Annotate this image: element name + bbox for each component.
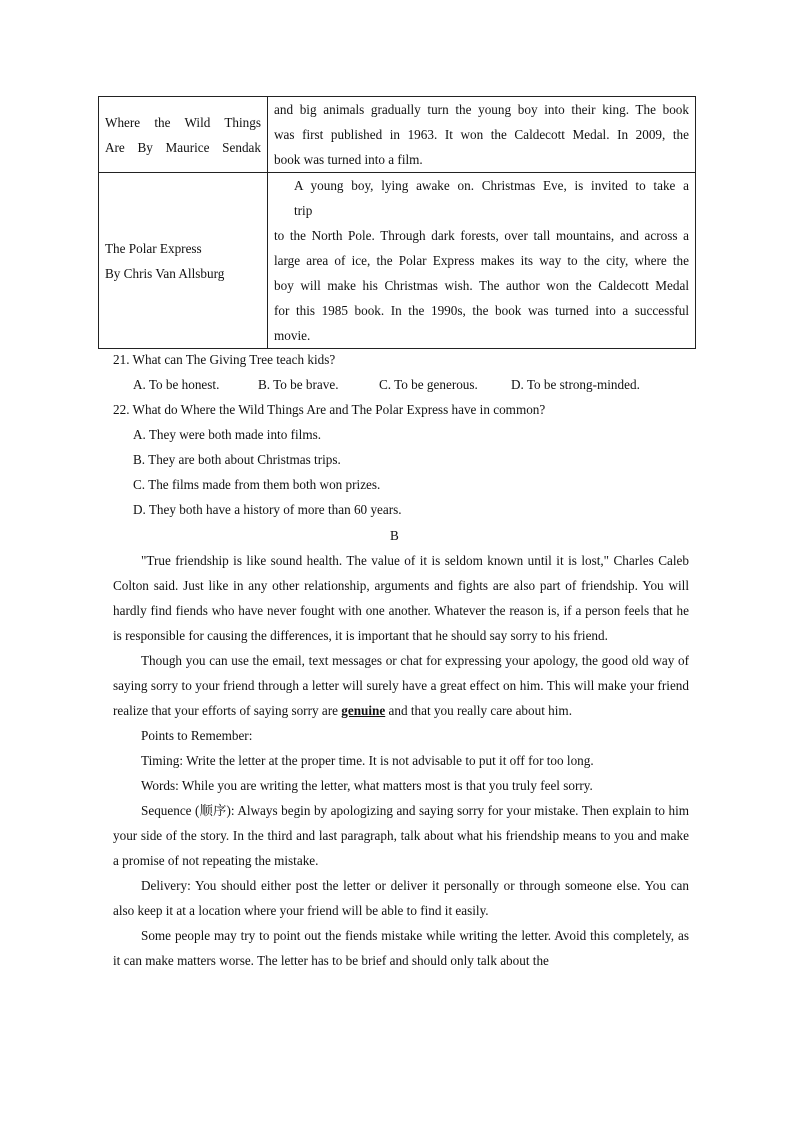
answer-option: D. To be strong-minded.: [511, 377, 640, 392]
book-description-cell: [268, 97, 696, 173]
paragraph-text: Though you can use the email, text messages or chat for expressing your apology, the good old way of saying sorry to your friend through a letter will surely have a great effect on him. This will make your friend realize that your efforts of saying sorry are: [113, 653, 689, 718]
description-line: book was turned into a film.: [274, 152, 423, 167]
description-line: for this 1985 book. In the 1990s, the book was turned into a successful: [274, 303, 689, 318]
reading-passage: [113, 548, 689, 973]
answer-option: D. They both have a history of more than 60 years.: [133, 502, 402, 517]
description-line: large area of ice, the Polar Express makes its way to the city, where the: [274, 253, 689, 268]
books-table: [98, 96, 696, 349]
description-line: trip: [294, 203, 313, 218]
description-line: and big animals gradually turn the young boy into their king. The book: [274, 102, 689, 117]
book-title-cell: [99, 97, 268, 173]
book-title-line: The Polar Express: [105, 240, 202, 256]
book-title-line: Are By Maurice Sendak: [105, 139, 261, 155]
answer-option: C. The films made from them both won prizes.: [133, 477, 381, 492]
passage-paragraph: Timing: Write the letter at the proper time. It is not advisable to put it off for too long.: [141, 753, 594, 768]
book-title-line: By Chris Van Allsburg: [105, 265, 225, 281]
passage-paragraph: "True friendship is like sound health. The value of it is seldom known until it is lost," Charles Caleb Colton said. Just like in any other relationship, arguments and fights are also part of friendship. You will hardly find fiends who have never fought with one another. Whatever the reason is, if a person feels that he is responsible for causing the differences, it is important that he should say sorry to his friend.: [113, 553, 689, 643]
passage-paragraph: Delivery: You should either post the letter or deliver it personally or through someone else. You can also keep it at a location where your friend will be able to find it easily.: [113, 878, 689, 918]
answer-option: A. They were both made into films.: [133, 427, 322, 442]
passage-paragraph: Sequence (顺序): Always begin by apologizing and saying sorry for your mistake. Then explain to him your side of the story. In the third and last paragraph, talk about what his friendship means to you and make a promise of not repeating the mistake.: [113, 803, 689, 868]
answer-option: B. They are both about Christmas trips.: [133, 452, 341, 467]
answer-option: B. To be brave.: [258, 377, 339, 392]
table-row: [99, 173, 696, 349]
description-line: movie.: [274, 328, 311, 343]
book-title-cell: [99, 173, 268, 349]
description-line: boy will make his Christmas wish. The author won the Caldecott Medal: [274, 278, 689, 293]
passage-paragraph: Words: While you are writing the letter, what matters most is that you truly feel sorry.: [141, 778, 593, 793]
book-title-line: Where the Wild Things: [105, 114, 261, 130]
answer-option: A. To be honest.: [133, 377, 220, 392]
passage-paragraph: [113, 648, 689, 723]
book-description-cell: [268, 173, 696, 349]
section-heading: B: [390, 528, 399, 543]
question-stem: 21. What can The Giving Tree teach kids?: [113, 352, 336, 367]
question-stem: 22. What do Where the Wild Things Are and The Polar Express have in common?: [113, 402, 546, 417]
description-line: A young boy, lying awake on. Christmas Eve, is invited to take a: [294, 178, 689, 193]
passage-paragraph: Some people may try to point out the fiends mistake while writing the letter. Avoid this completely, as it can make matters worse. The letter has to be brief and should only talk about the: [113, 928, 689, 968]
table-row: [99, 97, 696, 173]
description-line: to the North Pole. Through dark forests, over tall mountains, and across a: [274, 228, 689, 243]
answer-option: C. To be generous.: [379, 377, 478, 392]
underlined-keyword: genuine: [341, 703, 386, 718]
description-line: was first published in 1963. It won the Caldecott Medal. In 2009, the: [274, 127, 689, 142]
passage-paragraph: Points to Remember:: [141, 728, 253, 743]
paragraph-text: and that you really care about him.: [385, 703, 572, 718]
